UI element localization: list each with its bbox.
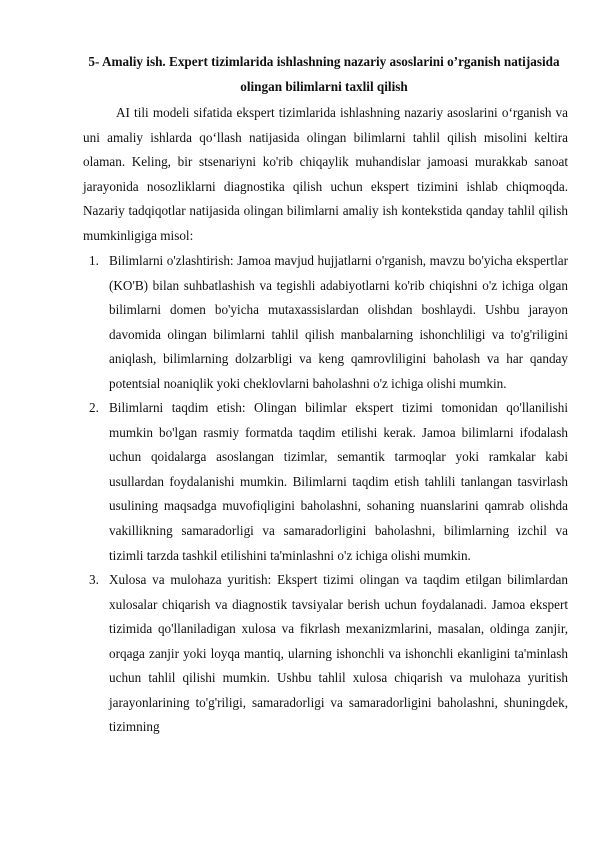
list-item [89, 568, 568, 740]
numbered-list [89, 249, 568, 740]
list-item-text: Xulosa va mulohaza yuritish: Ekspert tizimi olingan va taqdim etilgan bilimlardan xulosalar chiqarish va diagnostik tavsiyalar berish uchun foydalanadi. Jamoa ekspert tizimida qo'llaniladigan xulosa va fikrlash mexanizmlarini, masalan, oldinga zanjir, orqaga zanjir yoki loyqa mantiq, ularning ishonchli va ishonchli ekanligini ta'minlash uchun tahlil qilishi mumkin. Ushbu tahlil xulosa chiqarish va mulohaza yuritish jarayonlarining to'g'riligi, samaradorligi va samaradorligini baholashni, shuningdek, tizimning [109, 572, 568, 735]
list-item-number: 1. [89, 253, 99, 268]
list-item-number: 2. [89, 400, 99, 416]
list-item [89, 249, 568, 396]
list-item-text: Bilimlarni taqdim etish: Olingan bilimlar ekspert tizimi tomonidan qo'llanilishi mumkin bo'lgan rasmiy formatda taqdim etilishi kerak. Jamoa bilimlarni ifodalash uchun qoidalarga asoslangan tizimlar, semantik tarmoqlar yoki ramkalar kabi usullardan foydalanishi mumkin. Bilimlarni taqdim etish tahlili tanlangan tasvirlash usulining maqsadga muvofiqligini baholashni, sohaning nuanslarini qamrab olishda vakillikning samaradorligi va samaradorligini baholashni, bilimlarning izchil va tizimli tarzda tashkil etilishini ta'minlashni o'z ichiga olishi mumkin. [109, 400, 568, 563]
list-item-text: Bilimlarni o'zlashtirish: Jamoa mavjud hujjatlarni o'rganish, mavzu bo'yicha ekspertlar (KO'B) bilan suhbatlashish va tegishli adabiyotlarni ko'rib chiqishni o'z ichiga olgan bilimlarni domen bo'yicha mutaxassislardan olishdan boshlaydi. Ushbu jarayon davomida olingan bilimlarni tahlil qilish manbalarning ishonchliligi va to'g'riligini aniqlash, bilimlarning dolzarbligi va keng qamrovliligini baholash va har qanday potentsial noaniqlik yoki cheklovlarni baholashni o'z ichiga olishi mumkin. [109, 253, 568, 391]
list-item [89, 396, 568, 568]
list-item-number: 3. [89, 572, 99, 588]
document-title: 5- Amaliy ish. Expert tizimlarida ishlashning nazariy asoslarini o’rganish natijasida olingan bilimlarni taxlil qilish [88, 54, 560, 94]
intro-paragraph: AI tili modeli sifatida ekspert tizimlarida ishlashning nazariy asoslarini o‘rganish va uni amaliy ishlarda qo‘llash natijasida olingan bilimlarni tahlil qilish misolini keltira olaman. Keling, bir stsenariyni ko'rib chiqaylik muhandislar jamoasi murakkab sanoat jarayonida nosozliklarni diagnostika qilish uchun ekspert tizimini ishlab chiqmoqda. Nazariy tadqiqotlar natijasida olingan bilimlarni amaliy ish kontekstida qanday tahlil qilish mumkinligiga misol: [83, 105, 568, 243]
